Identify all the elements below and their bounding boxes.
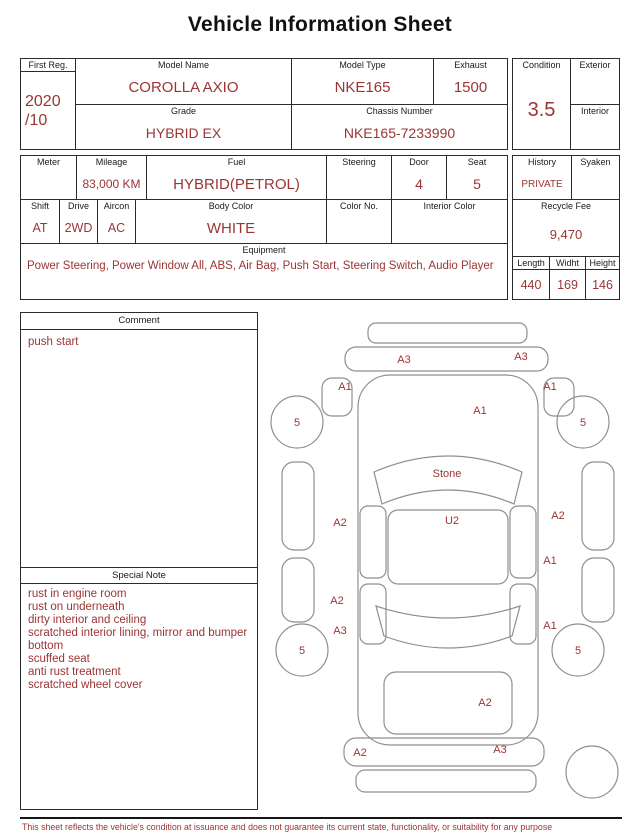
special-note-item: scratched wheel cover [28, 679, 143, 691]
recycle-fee-cell [513, 200, 619, 257]
rear-right-door [510, 584, 536, 644]
chassis-number-cell [291, 105, 507, 150]
damage-label: A2 [551, 510, 565, 522]
right-side-panel-rear [582, 558, 614, 622]
model-type-label: Model Type [339, 60, 386, 70]
first-reg-value [21, 72, 75, 149]
damage-label: A1 [543, 555, 557, 567]
special-note-item: rust on underneath [28, 601, 125, 613]
fuel-value: HYBRID(PETROL) [173, 175, 300, 193]
steering-value [327, 169, 391, 199]
height-value: 146 [592, 277, 613, 292]
body-color-label: Body Color [208, 201, 254, 211]
equipment-cell [21, 244, 507, 299]
recycle-fee-value: 9,470 [549, 227, 583, 242]
meter-label: Meter [36, 157, 60, 167]
length-cell [513, 257, 549, 299]
model-name-cell [76, 59, 291, 104]
front-right-door [510, 506, 536, 578]
vehicle-id-table [20, 58, 508, 150]
first-reg-label: First Reg. [21, 59, 75, 72]
rear-window [376, 606, 520, 648]
spare-wheel [566, 746, 618, 798]
history-cell [513, 156, 571, 199]
damage-label: A1 [338, 381, 352, 393]
width-label: Widht [550, 257, 585, 270]
first-reg-cell [21, 59, 76, 149]
rear-bumper [344, 738, 544, 766]
drive-value: 2WD [64, 221, 93, 235]
right-side-panel-front [582, 462, 614, 550]
seat-cell [446, 156, 507, 199]
damage-label: A1 [473, 405, 487, 417]
mileage-cell [76, 156, 146, 199]
seat-value: 5 [473, 176, 481, 192]
body-color-value: WHITE [206, 219, 256, 237]
damage-label: A2 [478, 697, 492, 709]
damage-label: 5 [579, 417, 587, 429]
first-reg-month: /10 [25, 111, 48, 129]
steering-label: Steering [342, 157, 376, 167]
body-color-cell [135, 200, 326, 243]
windshield [374, 456, 522, 504]
height-label: Height [586, 257, 619, 270]
damage-label: A3 [493, 744, 507, 756]
color-no-value [327, 213, 391, 243]
condition-cell [513, 59, 571, 149]
car-top-view-outline [271, 323, 618, 798]
drive-label: Drive [67, 201, 89, 211]
equipment-value: Power Steering, Power Window All, ABS, Air Bag, Push Start, Steering Switch, Audio Player [27, 260, 494, 272]
interior-color-cell [391, 200, 507, 243]
exterior-label: Exterior [579, 60, 611, 70]
special-note-list [21, 584, 257, 809]
history-fee-table [512, 155, 620, 300]
model-name-label: Model Name [157, 60, 210, 70]
chassis-number-label: Chassis Number [366, 105, 433, 116]
door-cell [391, 156, 446, 199]
grade-label: Grade [170, 105, 196, 116]
comment-header: Comment [21, 313, 257, 330]
syaken-label: Syaken [580, 157, 611, 167]
aircon-label: Aircon [103, 201, 130, 211]
condition-value: 3.5 [527, 99, 556, 121]
fuel-label: Fuel [227, 157, 246, 167]
drive-cell [59, 200, 97, 243]
front-bumper-strip [368, 323, 527, 343]
chassis-number-value: NKE165-7233990 [343, 125, 456, 142]
interior-value [571, 118, 619, 150]
model-name-value: COROLLA AXIO [128, 79, 239, 97]
interior-color-value [392, 213, 507, 243]
shift-label: Shift [30, 201, 49, 211]
damage-label: A2 [333, 517, 347, 529]
first-reg-year: 2020 [25, 92, 61, 110]
special-note-item: anti rust treatment [28, 666, 121, 678]
special-note-header: Special Note [21, 567, 257, 584]
damage-label: A2 [330, 595, 344, 607]
page-title: Vehicle Information Sheet [187, 13, 453, 36]
syaken-cell [571, 156, 619, 199]
width-cell [549, 257, 585, 299]
shift-cell [21, 200, 59, 243]
rear-bumper-strip [356, 770, 536, 792]
damage-label: U2 [444, 515, 460, 527]
model-type-value: NKE165 [334, 79, 391, 97]
model-type-cell [291, 59, 433, 104]
aircon-cell [97, 200, 135, 243]
footer-disclaimer: This sheet reflects the vehicle's condition at issuance and does not guarantee its current state, functionality, or suitability for any purpose [22, 822, 553, 832]
history-value: PRIVATE [521, 178, 563, 190]
recycle-fee-label: Recycle Fee [540, 201, 592, 211]
length-value: 440 [520, 277, 542, 292]
length-label: Length [513, 257, 549, 270]
meter-value [21, 169, 76, 199]
damage-label: A3 [514, 351, 528, 363]
shift-value: AT [32, 221, 48, 235]
color-no-label: Color No. [339, 201, 378, 211]
damage-label: 5 [293, 417, 301, 429]
condition-table [512, 58, 620, 150]
damage-label: A3 [333, 625, 347, 637]
grade-cell [76, 105, 291, 150]
special-note-item: rust in engine room [28, 588, 127, 600]
interior-cell [571, 104, 619, 150]
mileage-label: Mileage [95, 157, 128, 167]
damage-label: A1 [543, 381, 557, 393]
left-side-panel-rear [282, 558, 314, 622]
car-damage-diagram [264, 314, 636, 808]
equipment-label: Equipment [242, 245, 286, 255]
damage-label: A1 [543, 620, 557, 632]
damage-label: 5 [574, 645, 582, 657]
vehicle-id-grid [76, 59, 507, 149]
steering-cell [326, 156, 391, 199]
damage-label: 5 [298, 645, 306, 657]
door-label: Door [409, 157, 429, 167]
trunk [384, 672, 512, 734]
damage-label: A3 [397, 354, 411, 366]
meter-cell [21, 156, 76, 199]
history-label: History [527, 157, 556, 167]
height-cell [585, 257, 619, 299]
special-note-item: dirty interior and ceiling [28, 614, 147, 626]
exhaust-label: Exhaust [454, 60, 487, 70]
left-side-panel-front [282, 462, 314, 550]
interior-color-label: Interior Color [423, 201, 476, 211]
seat-label: Seat [467, 157, 487, 167]
fuel-cell [146, 156, 326, 199]
car-body [358, 375, 538, 745]
exhaust-cell [433, 59, 507, 104]
damage-label: A2 [353, 747, 367, 759]
front-left-door [360, 506, 386, 578]
exterior-cell [571, 59, 619, 104]
exhaust-value: 1500 [453, 79, 488, 97]
mileage-value: 83,000 KM [82, 177, 141, 191]
special-note-item: scratched interior lining, mirror and bumper bottom [28, 627, 248, 652]
aircon-value: AC [107, 221, 126, 235]
grade-value: HYBRID EX [145, 125, 222, 142]
width-value: 169 [557, 277, 578, 292]
color-no-cell [326, 200, 391, 243]
syaken-value [572, 169, 619, 199]
exterior-value [571, 72, 619, 104]
condition-label: Condition [522, 60, 561, 70]
footer-divider [20, 817, 622, 819]
special-note-item: scuffed seat [28, 653, 90, 665]
spec-table [20, 155, 508, 300]
rear-left-door [360, 584, 386, 644]
comment-panel [20, 312, 258, 810]
door-value: 4 [415, 176, 423, 192]
interior-label: Interior [580, 105, 609, 116]
damage-label: Stone [432, 468, 462, 480]
dimensions-row [513, 257, 619, 299]
comment-text: push start [28, 336, 79, 348]
exterior-interior-column [571, 59, 619, 149]
damage-labels [294, 351, 586, 759]
